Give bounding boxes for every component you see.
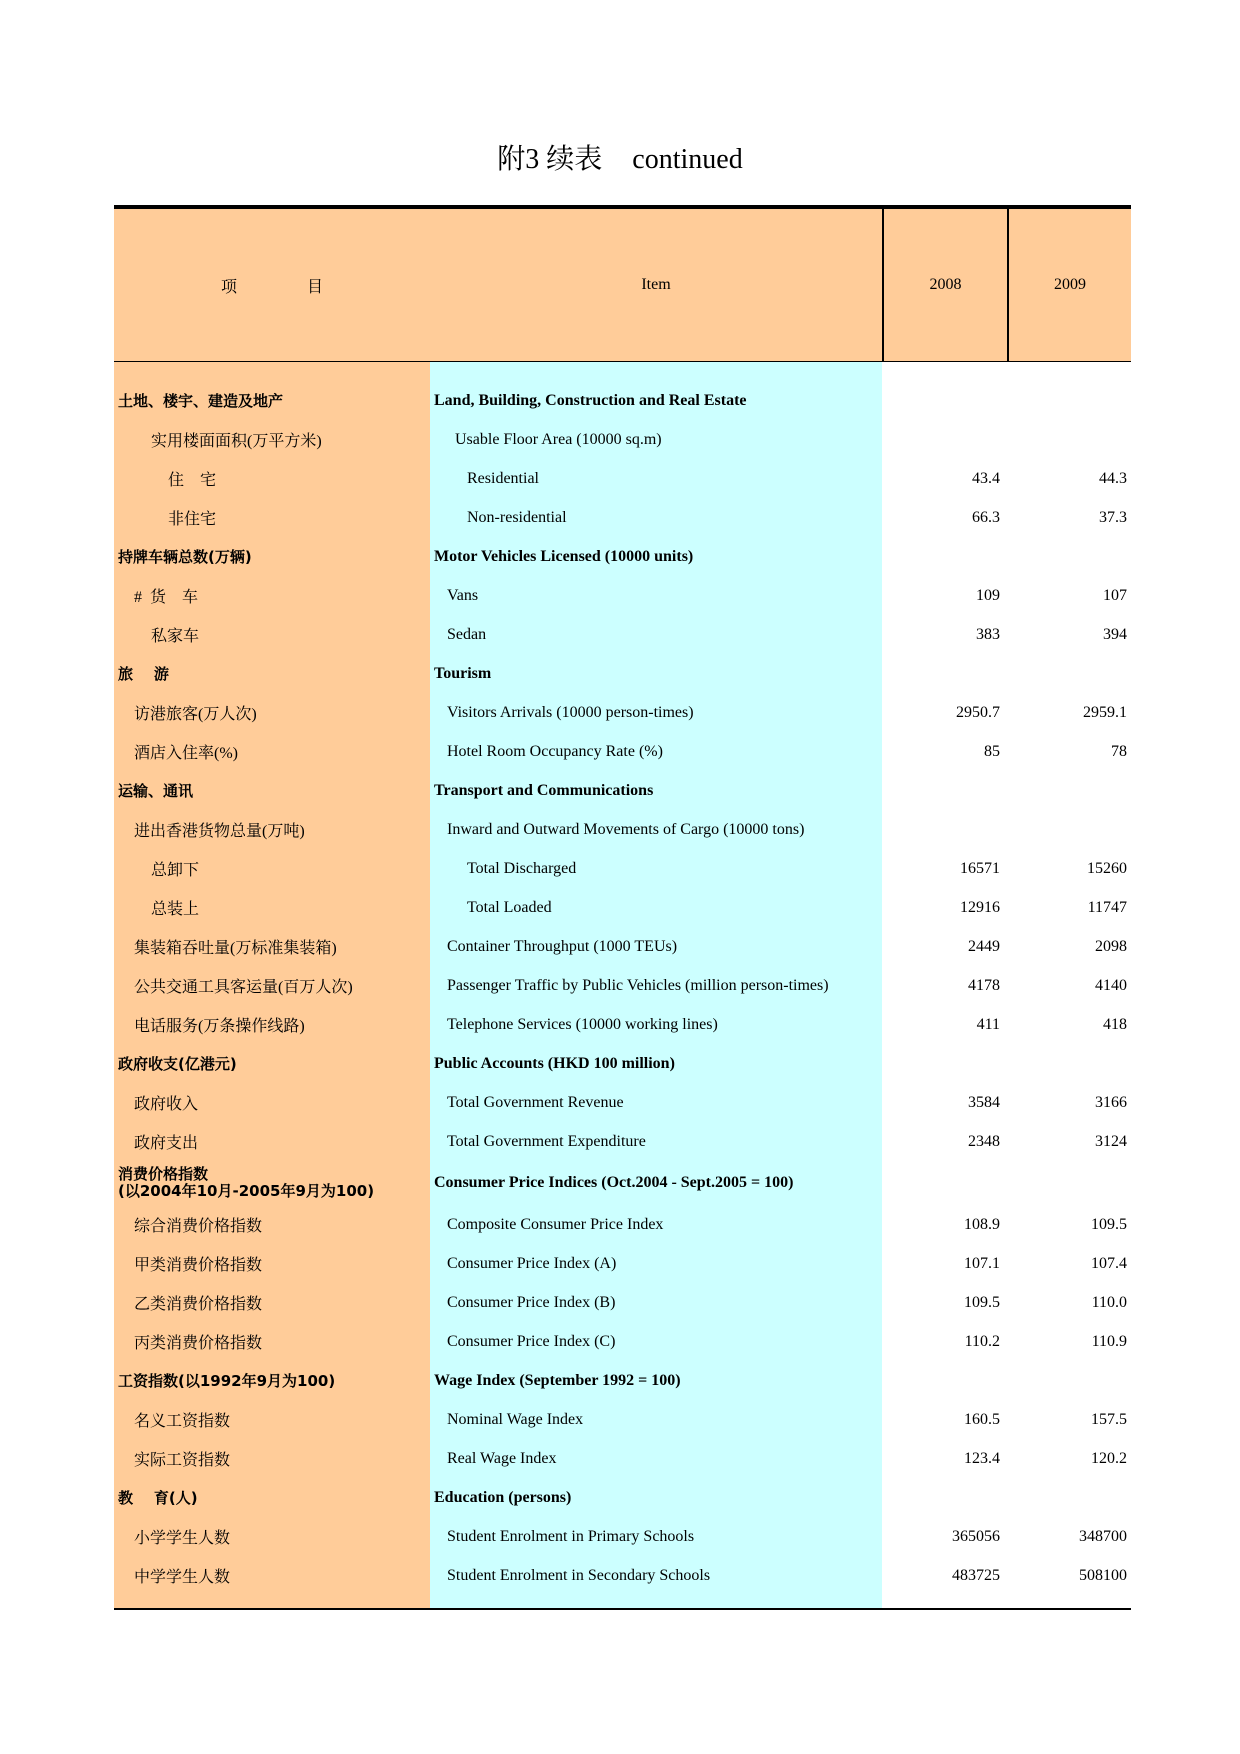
header-year-2008: 2008 (884, 209, 1009, 361)
table-row (114, 498, 1131, 537)
row-label-en: Wage Index (September 1992 = 100) (430, 1361, 882, 1400)
row-label-en: Usable Floor Area (10000 sq.m) (430, 420, 882, 459)
row-label-cn: 私家车 (114, 615, 430, 654)
value-2009: 418 (1103, 1015, 1127, 1033)
row-label-cn-line2: (以2004年10月-2005年9月为100) (118, 1182, 375, 1200)
value-2009 (1007, 1478, 1131, 1517)
value-2008: 109.5 (964, 1293, 1000, 1311)
value-2009 (1007, 1161, 1131, 1205)
value-2009: 44.3 (1099, 469, 1127, 487)
row-label-en: Hotel Room Occupancy Rate (%) (430, 732, 882, 771)
table-row (114, 1205, 1131, 1244)
row-label-cn: 进出香港货物总量(万吨) (114, 810, 430, 849)
row-label-en: Consumer Price Index (B) (430, 1283, 882, 1322)
row-label-en: Student Enrolment in Primary Schools (430, 1517, 882, 1556)
table-row (114, 1283, 1131, 1322)
row-label-cn: 中学学生人数 (114, 1556, 430, 1595)
row-label-en: Land, Building, Construction and Real Estate (430, 381, 882, 420)
value-2008: 43.4 (972, 469, 1000, 487)
value-2009 (1007, 810, 1131, 849)
table-row (114, 1478, 1131, 1517)
value-2009 (1007, 381, 1131, 420)
table-row (114, 1361, 1131, 1400)
row-label-cn: 总卸下 (114, 849, 430, 888)
row-label-cn: 实际工资指数 (114, 1439, 430, 1478)
value-2008: 123.4 (964, 1449, 1000, 1467)
table-row (114, 693, 1131, 732)
row-label-en: Motor Vehicles Licensed (10000 units) (430, 537, 882, 576)
value-2008 (882, 1161, 1007, 1205)
row-label-en: Visitors Arrivals (10000 person-times) (430, 693, 882, 732)
header-item: Item (430, 209, 884, 361)
value-2009: 3166 (1095, 1093, 1127, 1111)
row-label-en: Real Wage Index (430, 1439, 882, 1478)
value-2008: 2348 (968, 1132, 1000, 1150)
row-label-en: Transport and Communications (430, 771, 882, 810)
table-row (114, 732, 1131, 771)
table-row (114, 771, 1131, 810)
table-row (114, 1244, 1131, 1283)
row-label-en: Tourism (430, 654, 882, 693)
value-2008 (882, 810, 1007, 849)
row-label-en: Total Government Expenditure (430, 1122, 882, 1161)
value-2009: 348700 (1079, 1527, 1127, 1545)
row-label-cn: 电话服务(万条操作线路) (114, 1005, 430, 1044)
value-2008 (882, 771, 1007, 810)
table-row (114, 966, 1131, 1005)
value-2008: 383 (976, 625, 1000, 643)
table-row (114, 459, 1131, 498)
value-2008: 107.1 (964, 1254, 1000, 1272)
value-2009: 107 (1103, 586, 1127, 604)
value-2008: 411 (976, 1015, 1000, 1033)
row-label-cn: 总装上 (114, 888, 430, 927)
table-row (114, 810, 1131, 849)
value-2009: 4140 (1095, 976, 1127, 994)
value-2009: 11747 (1087, 898, 1127, 916)
table-row (114, 849, 1131, 888)
value-2009: 109.5 (1091, 1215, 1127, 1233)
value-2009: 3124 (1095, 1132, 1127, 1150)
row-label-cn: # 货 车 (114, 576, 430, 615)
row-label-en: Telephone Services (10000 working lines) (430, 1005, 882, 1044)
row-label-en: Consumer Price Indices (Oct.2004 - Sept.2005 = 100) (430, 1161, 882, 1205)
value-2008: 2950.7 (956, 703, 1000, 721)
value-2009: 508100 (1079, 1566, 1127, 1584)
bottom-spacer (114, 1595, 1131, 1608)
row-label-cn-line1: 消费价格指数 (118, 1165, 209, 1183)
table-row (114, 1517, 1131, 1556)
value-2008 (882, 1361, 1007, 1400)
table-header (114, 209, 1131, 362)
header-cn-b: 目 (307, 278, 324, 296)
row-label-cn: 住 宅 (114, 459, 430, 498)
row-label-en: Nominal Wage Index (430, 1400, 882, 1439)
table-row (114, 1400, 1131, 1439)
row-label-en: Non-residential (430, 498, 882, 537)
value-2009 (1007, 1044, 1131, 1083)
table-row (114, 1005, 1131, 1044)
statistics-table (114, 205, 1131, 1610)
row-label-en: Consumer Price Index (C) (430, 1322, 882, 1361)
row-label-en: Composite Consumer Price Index (430, 1205, 882, 1244)
row-label-cn: 集装箱吞吐量(万标准集装箱) (114, 927, 430, 966)
value-2008 (882, 420, 1007, 459)
row-label-cn: 旅 游 (114, 654, 430, 693)
row-label-en: Container Throughput (1000 TEUs) (430, 927, 882, 966)
row-label-en: Inward and Outward Movements of Cargo (10000 tons) (430, 810, 882, 849)
value-2009 (1007, 1361, 1131, 1400)
value-2008 (882, 1478, 1007, 1517)
row-label-cn (114, 1161, 430, 1205)
row-label-cn: 运输、通讯 (114, 771, 430, 810)
value-2008: 66.3 (972, 508, 1000, 526)
value-2008: 12916 (960, 898, 1000, 916)
row-label-cn: 公共交通工具客运量(百万人次) (114, 966, 430, 1005)
table-row (114, 1161, 1131, 1205)
table-row (114, 1322, 1131, 1361)
value-2009 (1007, 537, 1131, 576)
value-2009: 110.0 (1091, 1293, 1127, 1311)
table-row (114, 1122, 1131, 1161)
value-2008: 16571 (960, 859, 1000, 877)
value-2009: 37.3 (1099, 508, 1127, 526)
table-row (114, 888, 1131, 927)
row-label-cn: 名义工资指数 (114, 1400, 430, 1439)
value-2009: 2959.1 (1083, 703, 1127, 721)
row-label-en: Residential (430, 459, 882, 498)
value-2009 (1007, 420, 1131, 459)
row-label-cn: 非住宅 (114, 498, 430, 537)
table-row (114, 420, 1131, 459)
header-year-2009: 2009 (1054, 276, 1086, 293)
value-2009: 15260 (1087, 859, 1127, 877)
value-2008 (882, 1044, 1007, 1083)
value-2008 (882, 654, 1007, 693)
table-row (114, 1556, 1131, 1595)
value-2009: 107.4 (1091, 1254, 1127, 1272)
value-2008: 3584 (968, 1093, 1000, 1111)
value-2008: 109 (976, 586, 1000, 604)
table-row (114, 1439, 1131, 1478)
row-label-cn: 工资指数(以1992年9月为100) (114, 1361, 430, 1400)
table-row (114, 927, 1131, 966)
row-label-en: Total Government Revenue (430, 1083, 882, 1122)
row-label-cn: 访港旅客(万人次) (114, 693, 430, 732)
value-2008: 483725 (952, 1566, 1000, 1584)
header-cn-a: 项 (220, 278, 237, 296)
value-2008: 365056 (952, 1527, 1000, 1545)
row-label-cn: 政府支出 (114, 1122, 430, 1161)
value-2009: 110.9 (1091, 1332, 1127, 1350)
row-label-en: Total Discharged (430, 849, 882, 888)
value-2009: 120.2 (1091, 1449, 1127, 1467)
row-label-cn: 乙类消费价格指数 (114, 1283, 430, 1322)
page-title (0, 140, 1240, 180)
row-label-en: Total Loaded (430, 888, 882, 927)
value-2009: 78 (1111, 742, 1127, 760)
value-2009: 394 (1103, 625, 1127, 643)
title-cn: 附3 续表 (497, 144, 603, 175)
row-label-cn: 实用楼面面积(万平方米) (114, 420, 430, 459)
table-row (114, 381, 1131, 420)
value-2008: 110.2 (964, 1332, 1000, 1350)
table-row (114, 576, 1131, 615)
row-label-cn: 酒店入住率(%) (114, 732, 430, 771)
row-label-cn: 土地、楼宇、建造及地产 (114, 381, 430, 420)
row-label-cn: 甲类消费价格指数 (114, 1244, 430, 1283)
table-row (114, 654, 1131, 693)
value-2008: 2449 (968, 937, 1000, 955)
row-label-cn: 小学学生人数 (114, 1517, 430, 1556)
value-2009: 157.5 (1091, 1410, 1127, 1428)
value-2009: 2098 (1095, 937, 1127, 955)
title-en: continued (632, 144, 743, 175)
row-label-en: Student Enrolment in Secondary Schools (430, 1556, 882, 1595)
row-label-en: Consumer Price Index (A) (430, 1244, 882, 1283)
row-label-cn: 政府收支(亿港元) (114, 1044, 430, 1083)
table-row (114, 615, 1131, 654)
value-2008: 4178 (968, 976, 1000, 994)
table-row (114, 537, 1131, 576)
value-2008: 160.5 (964, 1410, 1000, 1428)
value-2009 (1007, 771, 1131, 810)
row-label-en: Passenger Traffic by Public Vehicles (million person-times) (430, 966, 882, 1005)
value-2008: 85 (984, 742, 1000, 760)
table-row (114, 1044, 1131, 1083)
header-cn (114, 209, 430, 361)
top-spacer (114, 362, 1131, 381)
value-2008 (882, 537, 1007, 576)
row-label-cn: 持牌车辆总数(万辆) (114, 537, 430, 576)
row-label-en: Education (persons) (430, 1478, 882, 1517)
row-label-cn: 政府收入 (114, 1083, 430, 1122)
row-label-en: Sedan (430, 615, 882, 654)
row-label-cn: 综合消费价格指数 (114, 1205, 430, 1244)
table-row (114, 1083, 1131, 1122)
value-2008 (882, 381, 1007, 420)
row-label-en: Public Accounts (HKD 100 million) (430, 1044, 882, 1083)
row-label-cn: 丙类消费价格指数 (114, 1322, 430, 1361)
bottom-rule (114, 1608, 1131, 1610)
table-body (114, 381, 1131, 1595)
row-label-en: Vans (430, 576, 882, 615)
value-2009 (1007, 654, 1131, 693)
value-2008: 108.9 (964, 1215, 1000, 1233)
row-label-cn: 教 育(人) (114, 1478, 430, 1517)
